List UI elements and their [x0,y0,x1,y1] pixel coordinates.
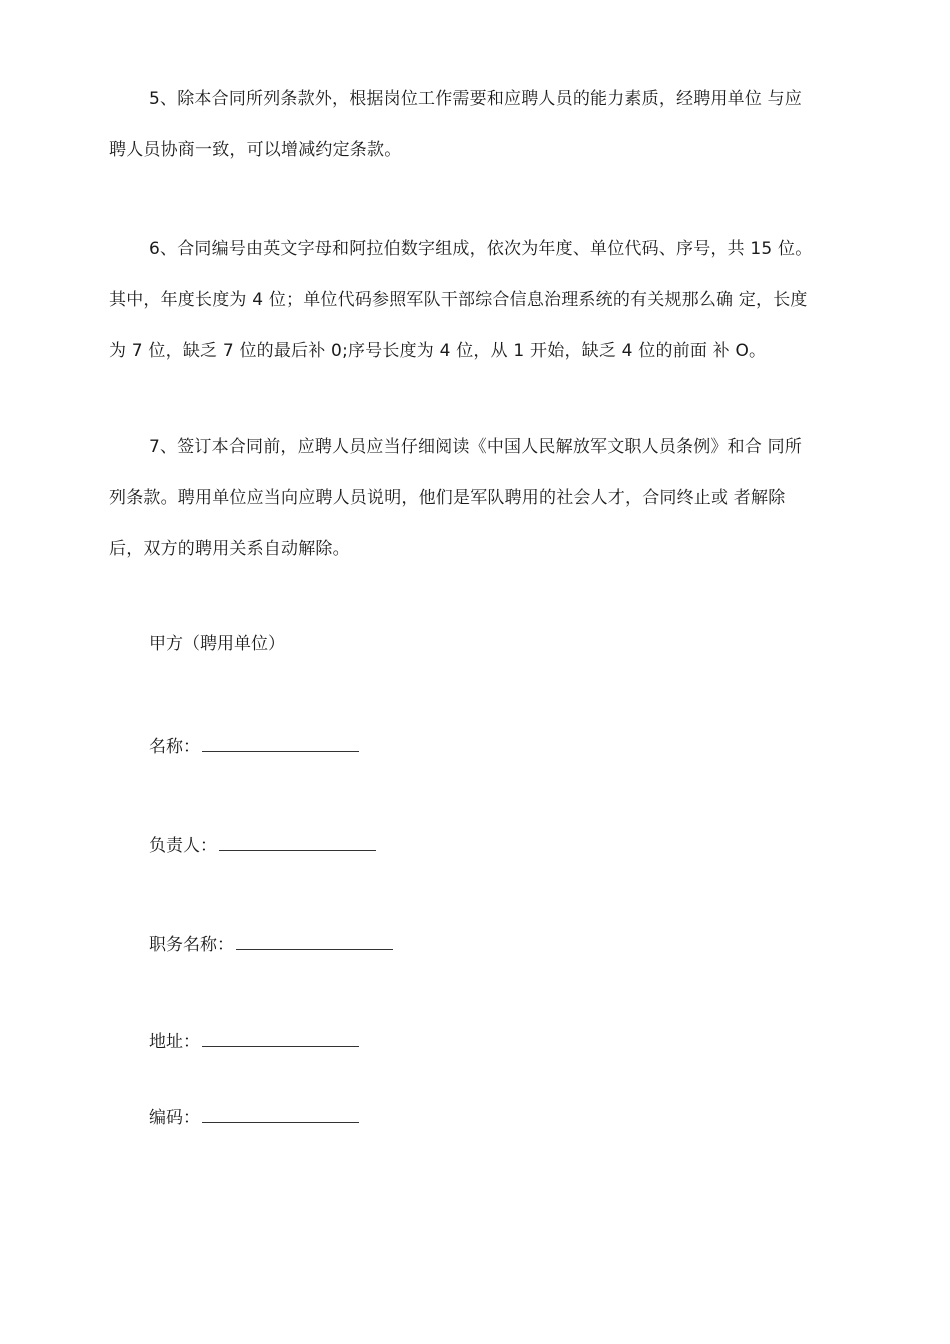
postal-code-blank-line[interactable] [202,1104,359,1123]
name-field [149,733,359,759]
address-blank-line[interactable] [202,1028,359,1047]
clause-7-line-2: 列条款。聘用单位应当向应聘人员说明，他们是军队聘用的社会人才，合同终止或 者解除 [109,488,786,508]
postal-code-label: 编码： [149,1108,200,1128]
responsible-person-blank-line[interactable] [219,832,376,851]
name-label: 名称： [149,737,200,757]
clause-6 [109,224,845,377]
address-field [149,1028,359,1054]
clause-6-line-3: 为 7 位，缺乏 7 位的最后补 0;序号长度为 4 位，从 1 开始，缺乏 4 位的前面 补 O。 [109,341,767,361]
responsible-person-field [149,832,376,858]
clause-7 [109,422,845,575]
clause-5-line-2: 聘人员协商一致，可以增减约定条款。 [109,140,402,160]
job-title-blank-line[interactable] [236,931,393,950]
job-title-field [149,931,393,957]
clause-7-line-3: 后，双方的聘用关系自动解除。 [109,539,350,559]
name-blank-line[interactable] [202,733,359,752]
clause-5-line-1: 5、除本合同所列条款外，根据岗位工作需要和应聘人员的能力素质，经聘用单位 与应 [149,89,803,109]
responsible-person-label: 负责人： [149,836,217,856]
postal-code-field [149,1104,359,1130]
address-label: 地址： [149,1032,200,1052]
clause-7-line-1: 7、签订本合同前，应聘人员应当仔细阅读《中国人民解放军文职人员条例》和合 同所 [149,437,803,457]
party-a-heading: 甲方（聘用单位） [149,634,285,654]
clause-6-line-1: 6、合同编号由英文字母和阿拉伯数字组成，依次为年度、单位代码、序号，共 15 位。 [149,239,813,259]
job-title-label: 职务名称： [149,935,234,955]
clause-5 [109,74,845,176]
clause-6-line-2: 其中，年度长度为 4 位；单位代码参照军队干部综合信息治理系统的有关规那么确 定，长度 [109,290,808,310]
